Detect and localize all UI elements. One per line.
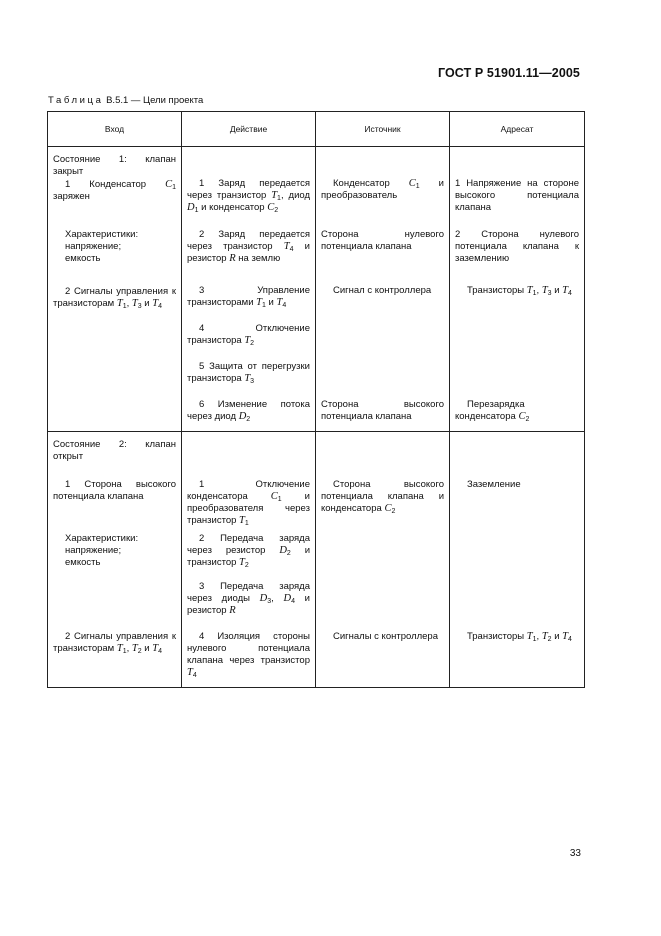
caption-label: Таблица bbox=[48, 95, 104, 106]
caption-title: — Цели проекта bbox=[130, 95, 204, 106]
state1-action-3: 3 Управление транзисторами $T_1$ и $T_4$ bbox=[187, 285, 310, 309]
state2-action-2: 2 Передача заряда через резистор $D_2$ и транзистор $T_2$ bbox=[187, 533, 311, 569]
state2-source-cell bbox=[316, 432, 450, 688]
state2-destination-cell bbox=[450, 432, 585, 688]
state1-input-cell bbox=[48, 147, 182, 432]
state2-action-4: 4 Изоляция стороны нулевого потенциала клапана через транзистор $T_4$ bbox=[187, 631, 310, 679]
state2-characteristics: Характеристики: напряжение; емкость bbox=[65, 533, 139, 568]
table-row-state-2 bbox=[48, 432, 585, 688]
state1-source-2: Сторона нулевого потенциала клапана bbox=[321, 229, 444, 252]
column-header-action: Действие bbox=[182, 112, 316, 147]
state1-input-1: 1 Конденсатор $C_1$ заряжен bbox=[53, 179, 176, 202]
state2-destination-4: Транзисторы $T_1$, $T_2$ и $T_4$ bbox=[467, 631, 572, 643]
state1-source-3: Сигнал с контроллера bbox=[333, 285, 432, 296]
state1-action-5: 5 Защита от перегрузки транзистора $T_3$ bbox=[187, 361, 310, 385]
state2-input-2: 2 Сигналы управления к транзисторам $T_1$, $T_2$ и $T_4$ bbox=[53, 631, 176, 655]
state2-input-1: 1 Сторона высокого потенциала клапана bbox=[53, 479, 176, 502]
state1-action-1: 1 Заряд передается через транзистор $T_1$, диод $D_1$ и конденсатор $C_2$ bbox=[187, 178, 310, 214]
state2-action-cell bbox=[182, 432, 316, 688]
column-header-input: Вход bbox=[48, 112, 182, 147]
project-goals-table bbox=[47, 111, 585, 688]
state1-action-4: 4 Отключение транзистора $T_2$ bbox=[187, 323, 310, 347]
table-row-state-1 bbox=[48, 147, 585, 432]
state1-action-cell bbox=[182, 147, 316, 432]
state1-action-6: 6 Изменение потока через диод $D_2$ bbox=[187, 399, 310, 423]
page-number: 33 bbox=[569, 848, 581, 859]
state1-characteristics: Характеристики: напряжение; емкость bbox=[65, 229, 139, 264]
document-code: ГОСТ Р 51901.11—2005 bbox=[437, 66, 580, 80]
state1-destination-3: Транзисторы $T_1$, $T_3$ и $T_4$ bbox=[467, 285, 572, 297]
table-header-row bbox=[48, 112, 585, 147]
state2-action-3: 3 Передача заряда через диоды $D_3$, $D_4$ и резистор R bbox=[187, 581, 310, 616]
state1-destination-1: 1 Напряжение на стороне высокого потенциала клапана bbox=[455, 178, 579, 213]
state2-action-1: 1 Отключение конденсатора $C_1$ и преобразователя через транзистор $T_1$ bbox=[187, 479, 310, 527]
state2-title: Состояние 2: клапан открыт bbox=[53, 439, 176, 462]
state1-destination-6: Перезарядка конденсатора $C_2$ bbox=[455, 399, 530, 423]
state1-destination-2: 2 Сторона нулевого потенциала клапана к заземлению bbox=[455, 229, 579, 264]
table-caption bbox=[48, 95, 203, 106]
state1-destination-cell bbox=[450, 147, 585, 432]
state1-title: Состояние 1: клапан закрыт bbox=[53, 154, 176, 177]
state2-destination-1: Заземление bbox=[467, 479, 521, 490]
state2-source-4: Сигналы с контроллера bbox=[333, 631, 439, 642]
state2-input-cell bbox=[48, 432, 182, 688]
state1-source-1: Конденсатор $C_1$ и преобразователь bbox=[321, 178, 444, 201]
state1-source-cell bbox=[316, 147, 450, 432]
caption-number: В.5.1 bbox=[106, 95, 129, 106]
column-header-source: Источник bbox=[316, 112, 450, 147]
state1-action-2: 2 Заряд передается через транзистор $T_4$ и резистор R на землю bbox=[187, 229, 310, 264]
state2-source-1: Сторона высокого потенциала клапана и конденсатора $C_2$ bbox=[321, 479, 444, 515]
state1-source-6: Сторона высокого потенциала клапана bbox=[321, 399, 444, 422]
column-header-destination: Адресат bbox=[450, 112, 585, 147]
state1-input-2: 2 Сигналы управления к транзисторам $T_1$, $T_3$ и $T_4$ bbox=[53, 286, 176, 310]
